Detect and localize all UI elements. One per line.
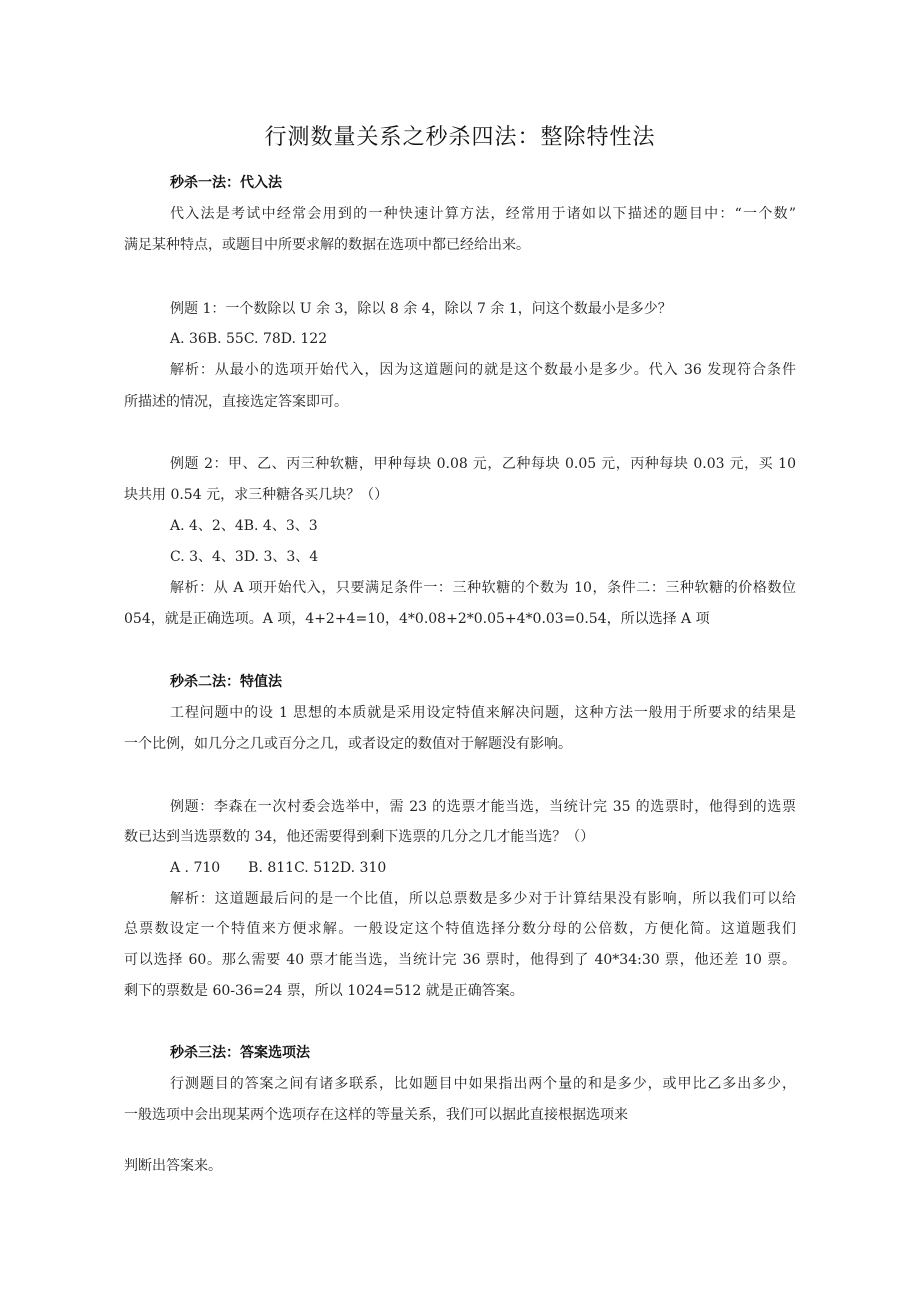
example-options: A. 36B. 55C. 78D. 122 [170,331,328,347]
paragraph-line: 满足某种特点，或题目中所要求解的数据在选项中都已经给出来。 [124,237,530,253]
example-analysis: 剩下的票数是 60-36=24 票，所以 1024=512 就是正确答案。 [124,983,524,999]
example-analysis: 解析：这道题最后问的是一个比值，所以总票数是多少对于计算结果没有影响，所以我们可以给 [170,891,796,907]
page-title: 行测数量关系之秒杀四法：整除特性法 [264,125,656,150]
paragraph-line: 判断出答案来。 [124,1158,222,1174]
paragraph-line: 工程问题中的设 1 思想的本质就是采用设定特值来解决问题，这种方法一般用于所要求的结果是 [170,705,796,721]
example-question: 例题 1：一个数除以 U 余 3，除以 8 余 4，除以 7 余 1，问这个数最小是多少？ [170,301,672,317]
paragraph-line: 一个比例，如几分之几或百分之几，或者设定的数值对于解题没有影响。 [124,736,572,752]
paragraph-line: 行测题目的答案之间有诸多联系，比如题目中如果指出两个量的和是多少，或甲比乙多出多少， [170,1076,796,1092]
example-analysis: 解析：从 A 项开始代入，只要满足条件一：三种软糖的个数为 10，条件二：三种软糖的价格数位 [170,580,796,596]
section-heading-answer-options: 秒杀三法：答案选项法 [170,1045,310,1061]
example-analysis: 解析：从最小的选项开始代入，因为这道题问的就是这个数最小是多少。代入 36 发现符合条件 [170,362,796,378]
example-question: 块共用 0.54 元，求三种糖各买几块？（） [124,487,389,503]
example-analysis: 所描述的情况，直接选定答案即可。 [124,394,348,410]
example-question: 例题 2：甲、乙、丙三种软糖，甲种每块 0.08 元，乙种每块 0.05 元，丙种每块 0.03 元，买 10 [170,456,796,472]
example-options: A. 4、2、4B. 4、3、3 [170,518,318,534]
example-analysis: 可以选择 60。那么需要 40 票才能当选，当统计完 36 票时，他得到了 40*34:30 票，他还差 10 票。 [124,952,796,968]
example-question: 数已达到当选票数的 34，他还需要得到剩下选票的几分之几才能当选？（） [124,829,595,845]
section-heading-special-value: 秒杀二法：特值法 [170,674,282,690]
section-heading-substitution: 秒杀一法：代入法 [170,175,282,191]
example-analysis: 054，就是正确选项。A 项，4+2+4=10，4*0.08+2*0.05+4*0.03=0.54，所以选择 A 项 [124,611,710,627]
example-options: C. 3、4、3D. 3、3、4 [170,549,319,565]
example-question: 例题：李森在一次村委会选举中，需 23 的选票才能当选，当统计完 35 的选票时，他得到的选票 [170,799,796,815]
example-analysis: 总票数设定一个特值来方便求解。一般设定这个特值选择分数分母的公倍数，方便化简。这道题我们 [124,921,796,937]
example-options: A . 710 B. 811C. 512D. 310 [170,860,387,876]
paragraph-line: 一般选项中会出现某两个选项存在这样的等量关系，我们可以据此直接根据选项来 [124,1107,628,1123]
paragraph-line: 代入法是考试中经常会用到的一种快速计算方法，经常用于诸如以下描述的题目中：“一个数” [170,206,796,222]
